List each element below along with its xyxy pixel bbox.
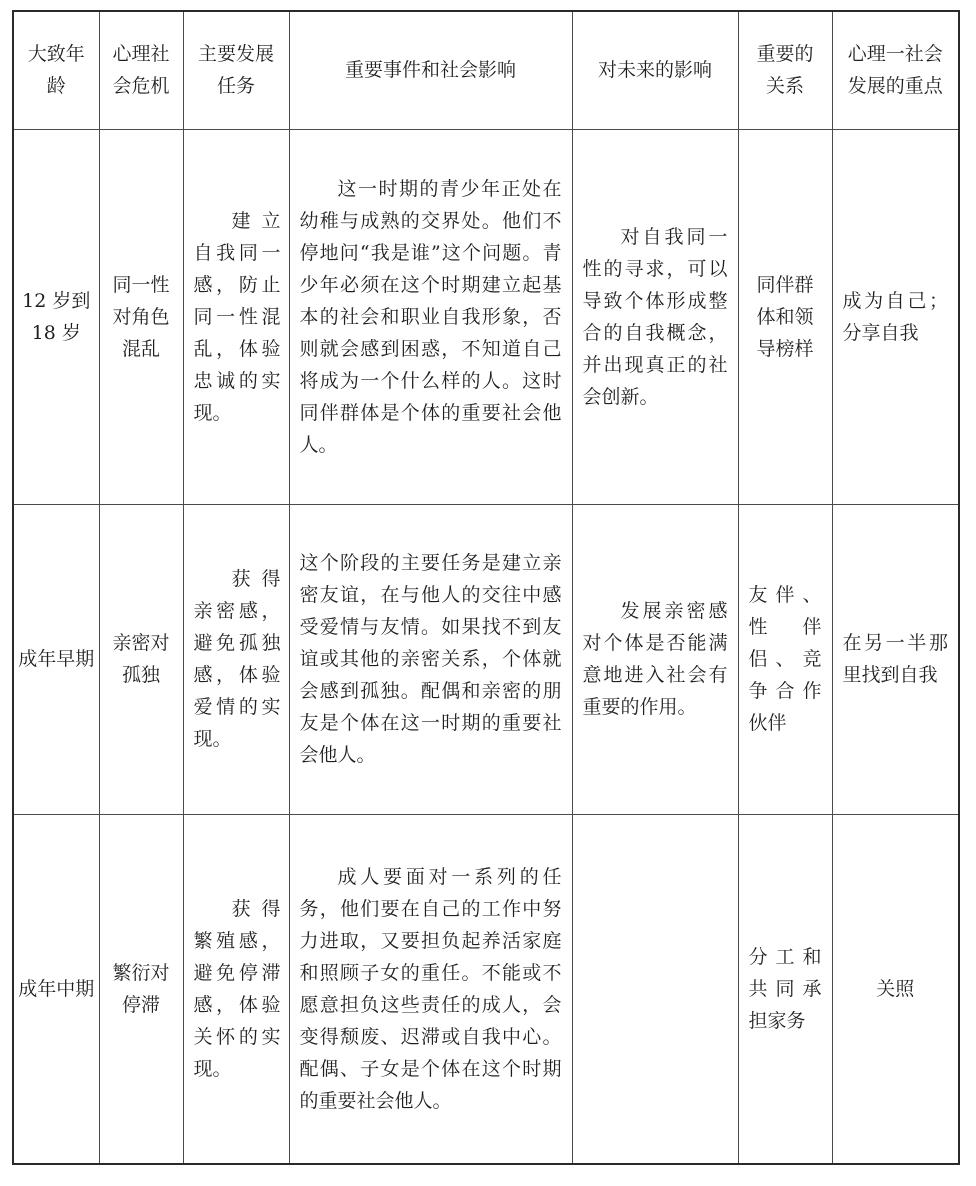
crisis-text: 同一性对角色混乱 [112, 273, 170, 360]
age-text: 12 岁到18 岁 [22, 289, 91, 344]
relations-text: 分工和共同承担家务 [748, 945, 822, 1032]
cell-task [183, 504, 289, 814]
cell-events [289, 814, 572, 1164]
erikson-stage-table [12, 10, 960, 1165]
events-text: 成人要面对一系列的任务，他们要在自己的工作中努力进取，又要担负起养活家庭和照顾子女的重任。不能或不愿意担负这些责任的成人，会变得颓废、迟滞或自我中心。配偶、子女是个体在这个时期的重要社会他人。 [299, 865, 562, 1112]
cell-crisis [99, 129, 183, 504]
cell-future [572, 814, 738, 1164]
header-relations: 重要的关系 [738, 11, 832, 129]
table-body [13, 129, 959, 1164]
header-crisis: 心理社会危机 [99, 11, 183, 129]
cell-events [289, 504, 572, 814]
cell-crisis [99, 814, 183, 1164]
cell-future [572, 504, 738, 814]
events-text: 这个阶段的主要任务是建立亲密友谊，在与他人的交往中感受爱情与友情。如果找不到友谊或其他的亲密关系，个体就会感到孤独。配偶和亲密的朋友是个体在这一时期的重要社会他人。 [299, 552, 562, 766]
future-text: 发展亲密感对个体是否能满意地进入社会有重要的作用。 [582, 600, 728, 718]
table-row-middle-adulthood [13, 814, 959, 1164]
cell-relations [738, 814, 832, 1164]
table-row-adolescence [13, 129, 959, 504]
cell-task [183, 814, 289, 1164]
focus-text: 成为自己；分享自我 [842, 289, 948, 344]
task-text: 获得亲密感，避免孤独感，体验爱情的实现。 [193, 568, 281, 750]
cell-events [289, 129, 572, 504]
relations-text: 友伴、性伴侣、竞争合作伙伴 [748, 584, 822, 734]
header-row [13, 11, 959, 129]
header-task: 主要发展任务 [183, 11, 289, 129]
cell-relations [738, 129, 832, 504]
cell-task [183, 129, 289, 504]
header-focus: 心理一社会发展的重点 [832, 11, 959, 129]
cell-crisis [99, 504, 183, 814]
header-events: 重要事件和社会影响 [289, 11, 572, 129]
cell-future [572, 129, 738, 504]
cell-focus [832, 814, 959, 1164]
cell-age [13, 129, 99, 504]
events-text: 这一时期的青少年正处在幼稚与成熟的交界处。他们不停地问“我是谁”这个问题。青少年必须在这个时期建立起基本的社会和职业自我形象，否则就会感到困惑，不知道自己将成为一个什么样的人。这时同伴群体是个体的重要社会他人。 [299, 177, 562, 456]
cell-focus [832, 129, 959, 504]
header-age: 大致年龄 [13, 11, 99, 129]
future-text: 对自我同一性的寻求，可以导致个体形成整合的自我概念，并出现真正的社会创新。 [582, 225, 728, 408]
age-text: 成年早期 [18, 648, 95, 670]
task-text: 建立自我同一感，防止同一性混乱，体验忠诚的实现。 [193, 209, 281, 424]
task-text: 获得繁殖感，避免停滞感，体验关怀的实现。 [193, 897, 281, 1080]
age-text: 成年中期 [18, 977, 95, 1000]
cell-relations [738, 504, 832, 814]
header-future: 对未来的影响 [572, 11, 738, 129]
focus-text: 关照 [876, 977, 915, 1000]
crisis-text: 亲密对孤独 [112, 632, 170, 686]
relations-text: 同伴群体和领导榜样 [756, 273, 814, 360]
table-row-early-adulthood [13, 504, 959, 814]
crisis-text: 繁衍对停滞 [112, 961, 170, 1016]
table-header [13, 11, 959, 129]
focus-text: 在另一半那里找到自我 [842, 632, 948, 686]
cell-focus [832, 504, 959, 814]
cell-age [13, 504, 99, 814]
erikson-stage-table-wrapper [12, 10, 958, 1165]
cell-age [13, 814, 99, 1164]
